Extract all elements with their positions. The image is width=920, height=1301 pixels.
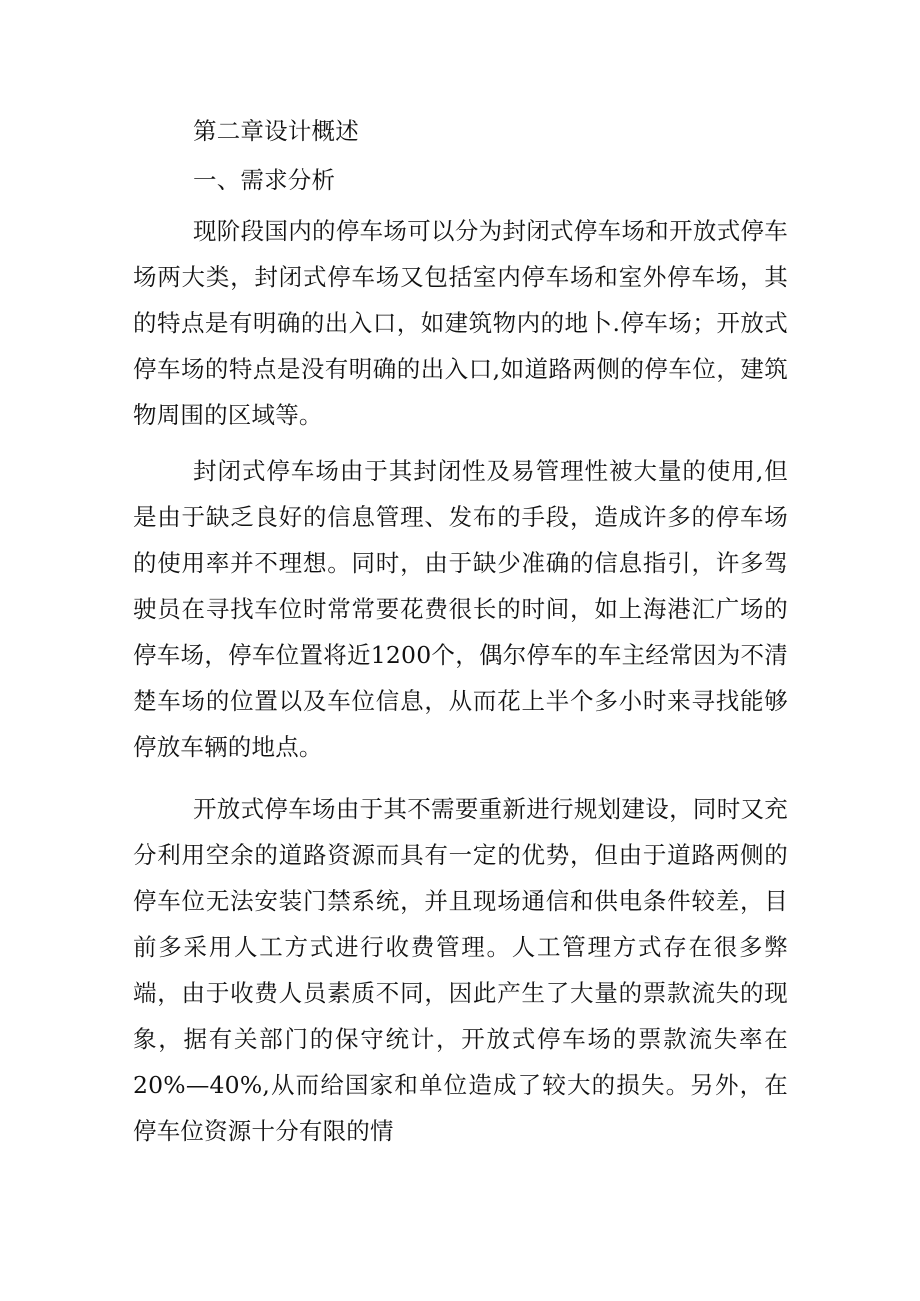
body-paragraph: 现阶段国内的停车场可以分为封闭式停车场和开放式停车场两大类，封闭式停车场又包括室内停车场和室外停车场，其的特点是有明确的出入口，如建筑物内的地卜.停车场；开放式停车场的特点是没有明确的出入口,如道路两侧的停车位，建筑物周围的区域等。	[133, 217, 788, 429]
section-title: 一、需求分析	[193, 166, 336, 194]
body-paragraph: 开放式停车场由于其不需要重新进行规划建设，同时又充分利用空余的道路资源而具有一定的优势，但由于道路两侧的停车位无法安装门禁系统，并且现场通信和供电条件较差，目前多采用人工方式进行收费管理。人工管理方式存在很多弊端，由于收费人员素质不同，因此产生了大量的票款流失的现象，据有关部门的保守统计，开放式停车场的票款流失率在20%—40%,从而给国家和单位造成了较大的损失。另外，在停车位资源十分有限的情	[133, 795, 788, 1145]
body-paragraph: 封闭式停车场由于其封闭性及易管理性被大量的使用,但是由于缺乏良好的信息管理、发布的手段，造成许多的停车场的使用率并不理想。同时，由于缺少准确的信息指引，许多驾驶员在寻找车位时常常要花费很长的时间，如上海港汇广场的停车场，停车位置将近1200个，偶尔停车的车主经常因为不清楚车场的位置以及车位信息，从而花上半个多小时来寻找能够停放车辆的地点。	[133, 457, 788, 761]
chapter-title: 第二章设计概述	[193, 117, 359, 145]
